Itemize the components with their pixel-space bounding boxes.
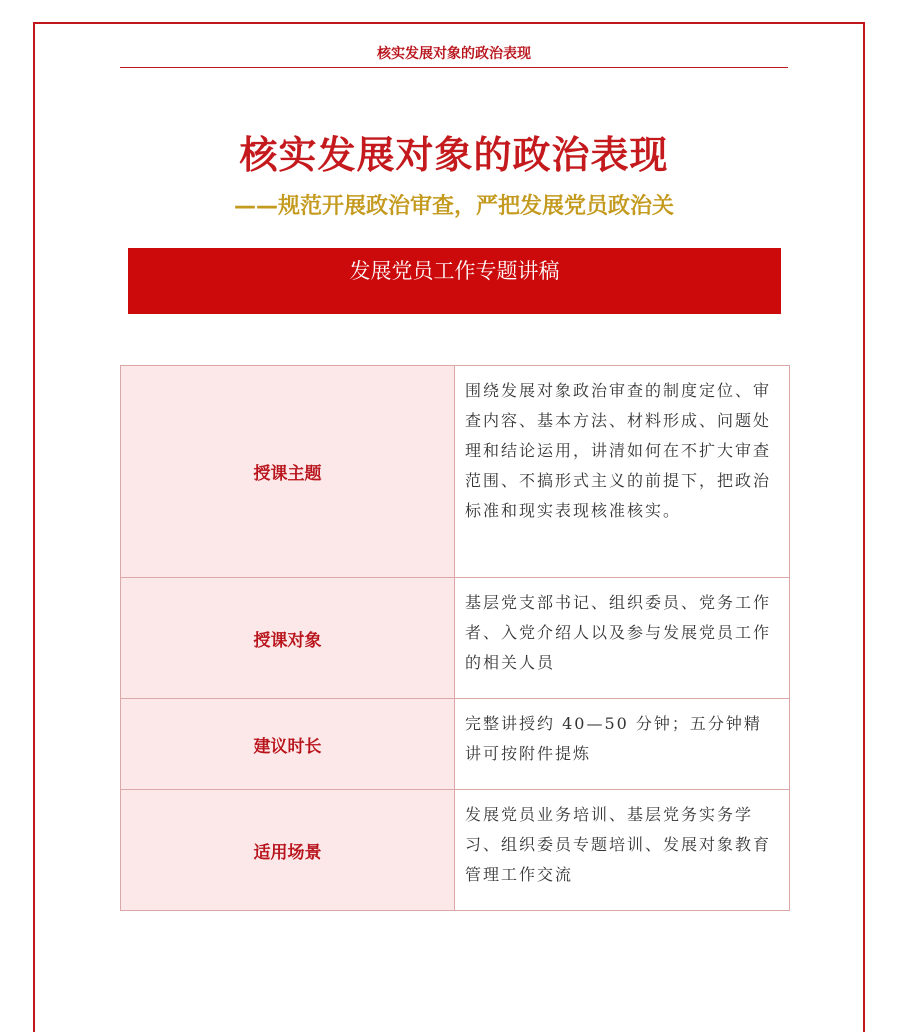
header-divider bbox=[120, 67, 788, 68]
row-value-duration: 完整讲授约 40—50 分钟；五分钟精讲可按附件提炼 bbox=[455, 699, 790, 790]
table-row bbox=[121, 578, 790, 699]
table-row bbox=[121, 790, 790, 911]
row-label-duration: 建议时长 bbox=[121, 699, 455, 790]
row-value-scenario: 发展党员业务培训、基层党务实务学习、组织委员专题培训、发展对象教育管理工作交流 bbox=[455, 790, 790, 911]
page-subtitle: ——规范开展政治审查，严把发展党员政治关 bbox=[233, 194, 674, 219]
row-value-audience: 基层党支部书记、组织委员、党务工作者、入党介绍人以及参与发展党员工作的相关人员 bbox=[455, 578, 790, 699]
lecture-info-table bbox=[120, 365, 790, 911]
row-value-topic: 围绕发展对象政治审查的制度定位、审查内容、基本方法、材料形成、问题处理和结论运用，讲清如何在不扩大审查范围、不搞形式主义的前提下，把政治标准和现实表现核准核实。 bbox=[455, 366, 790, 578]
row-label-scenario: 适用场景 bbox=[121, 790, 455, 911]
row-label-topic: 授课主题 bbox=[121, 366, 455, 578]
table-row bbox=[121, 699, 790, 790]
topic-banner: 发展党员工作专题讲稿 bbox=[128, 248, 781, 314]
page-title: 核实发展对象的政治表现 bbox=[239, 133, 669, 177]
table-row bbox=[121, 366, 790, 578]
running-header: 核实发展对象的政治表现 bbox=[377, 46, 531, 62]
row-label-audience: 授课对象 bbox=[121, 578, 455, 699]
